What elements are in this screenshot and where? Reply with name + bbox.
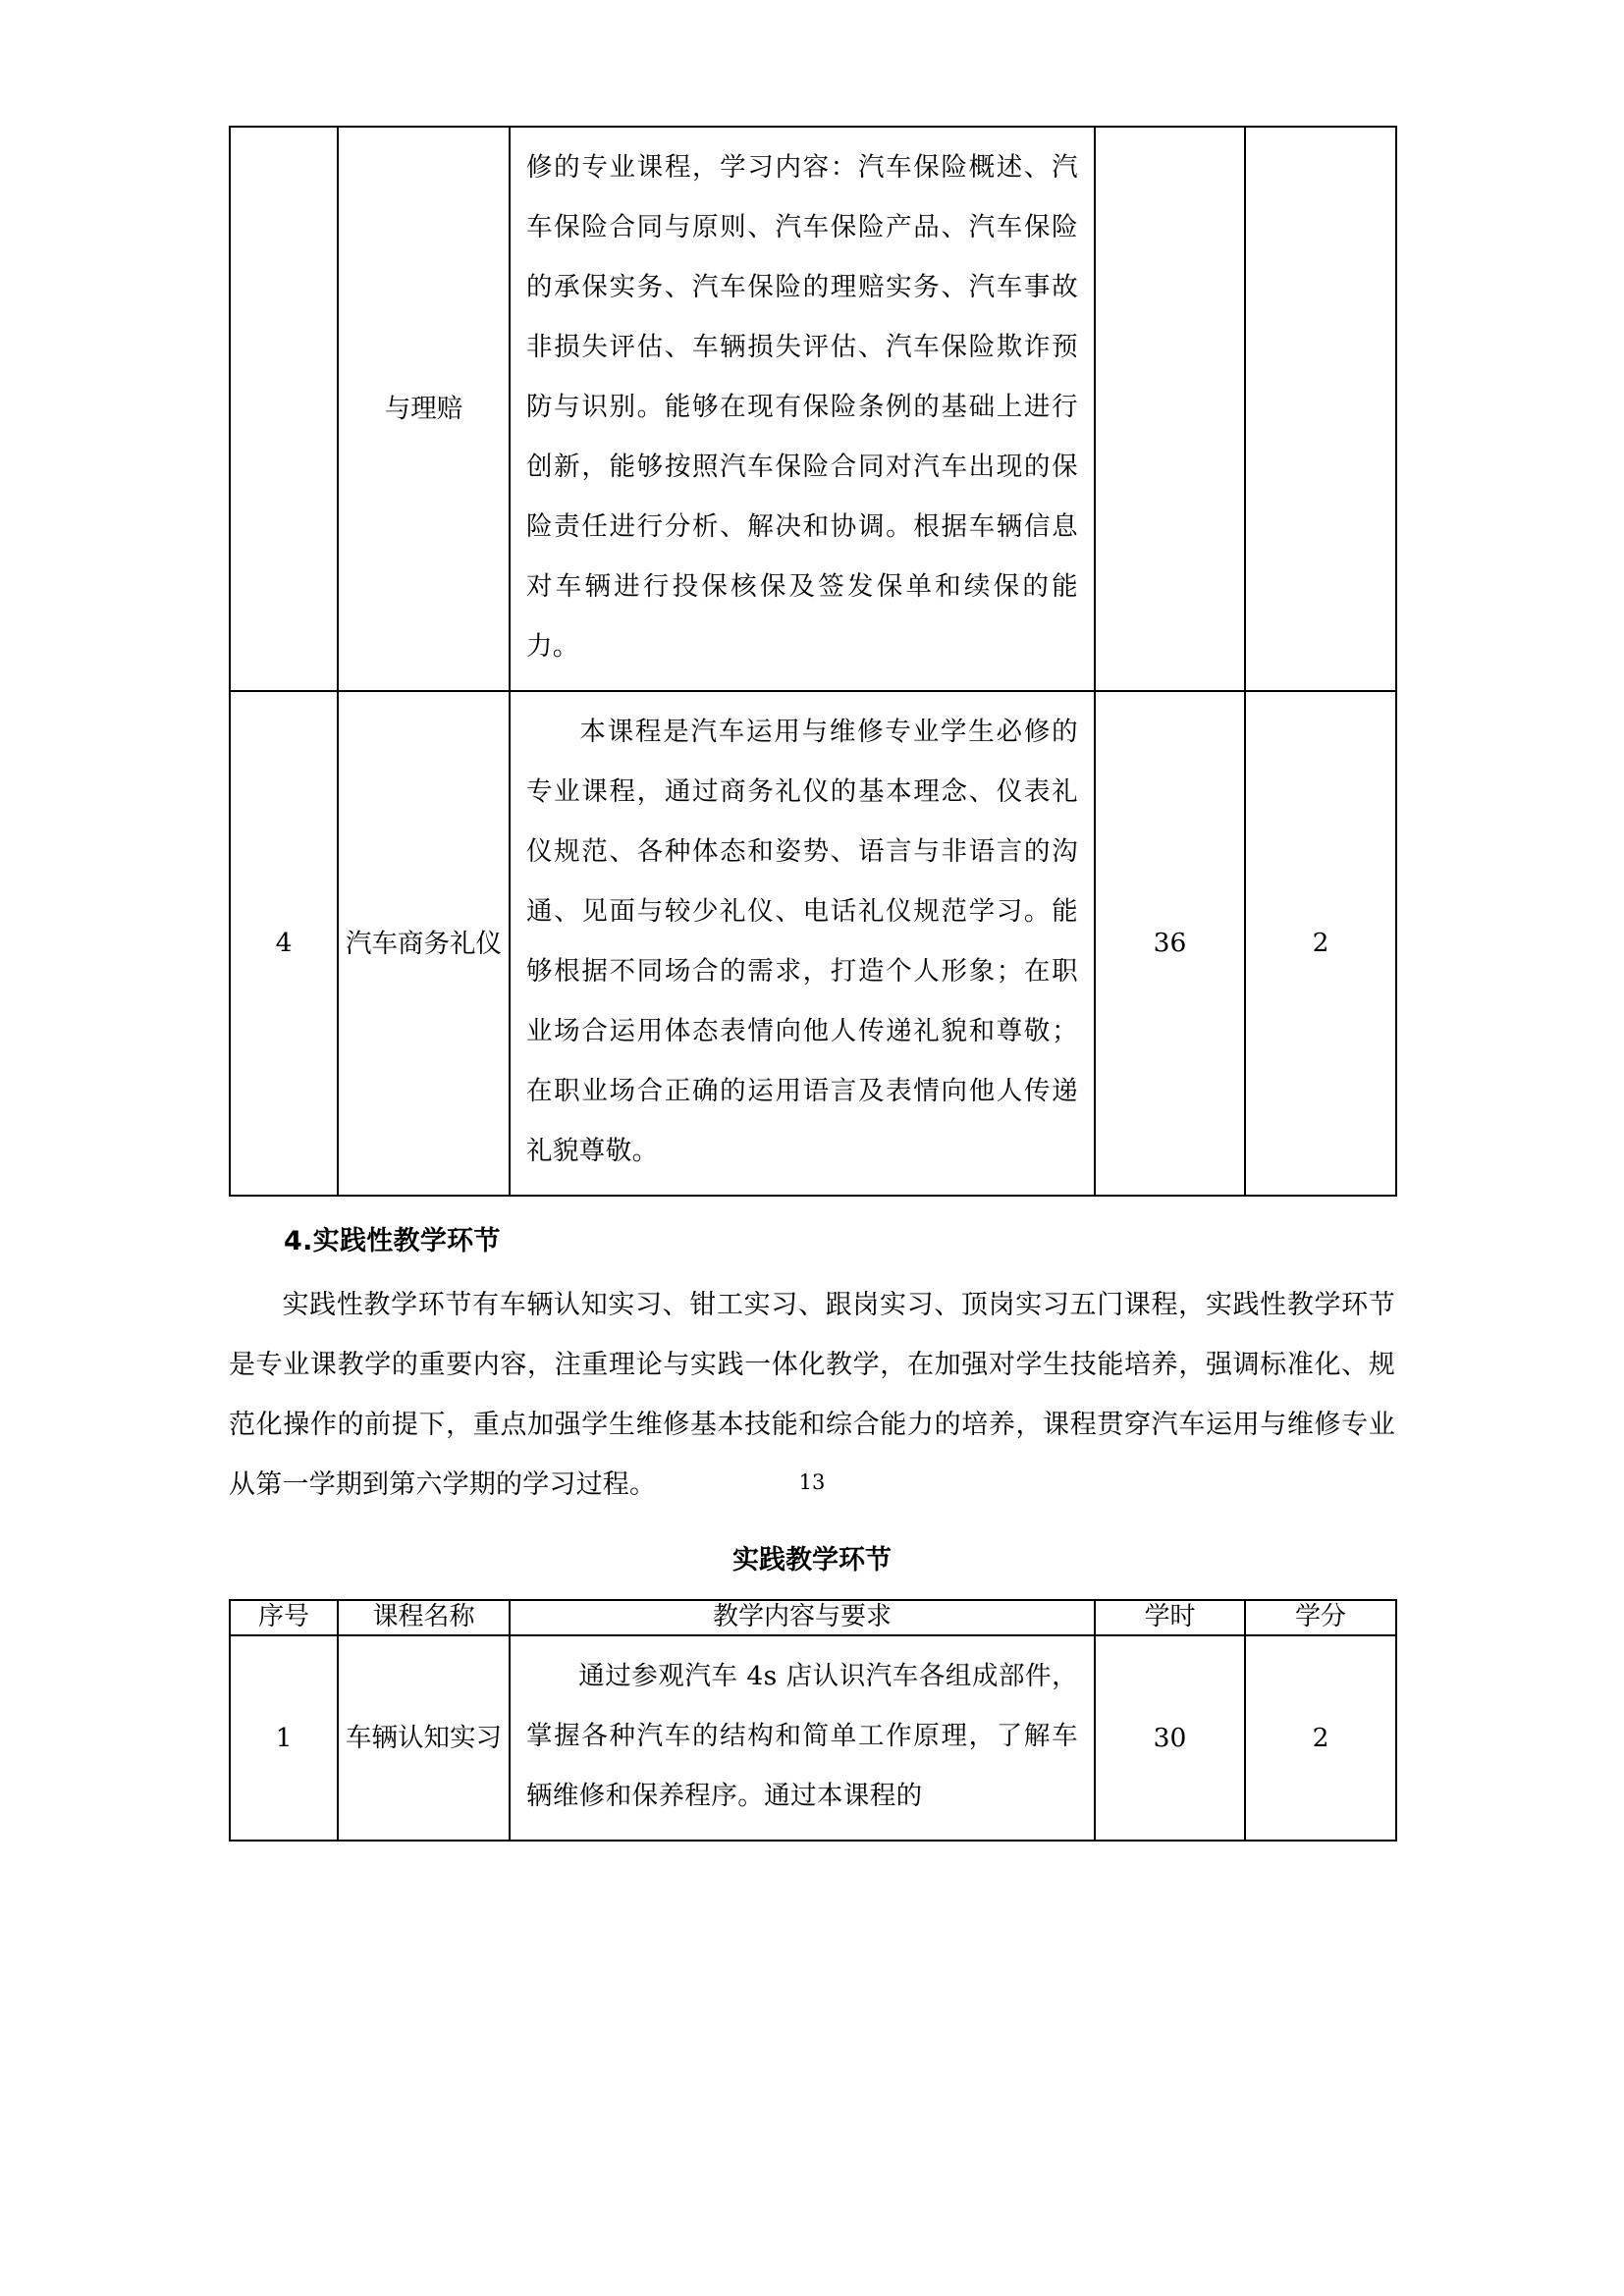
course-content-text: 本课程是汽车运用与维修专业学生必修的专业课程，通过商务礼仪的基本理念、仪表礼仪规范、各种体态和姿势、语言与非语言的沟通、见面与较少礼仪、电话礼仪规范学习。能够根据不同场合的需求，打造个人形象；在职业场合运用体态表情向他人传递礼貌和尊敬；在职业场合正确的运用语言及表情向他人传递礼貌尊敬。	[526, 717, 1078, 1166]
cell-course-content	[510, 691, 1095, 1196]
column-header-no: 序号	[230, 1600, 338, 1635]
cell-row-number	[230, 127, 338, 691]
section-heading: 4.实践性教学环节	[284, 1226, 501, 1256]
table-row	[230, 691, 1396, 1196]
page-number: 13	[798, 1470, 826, 1494]
cell-course-hours: 36	[1095, 691, 1245, 1196]
course-content-text: 通过参观汽车 4s 店认识汽车各组成部件，掌握各种汽车的结构和简单工作原理，了解车辆维修和保养程序。通过本课程的	[526, 1660, 1078, 1811]
column-header-course-name: 课程名称	[338, 1600, 510, 1635]
course-name-text: 汽车商务礼仪	[346, 928, 502, 959]
cell-row-number: 1	[230, 1635, 338, 1841]
course-name-text: 与理赔	[384, 394, 463, 424]
course-table-continued	[229, 126, 1397, 1197]
cell-row-number: 4	[230, 691, 338, 1196]
cell-course-name	[338, 691, 510, 1196]
table-row	[230, 1635, 1396, 1841]
cell-course-hours	[1095, 127, 1245, 691]
column-header-credit: 学分	[1245, 1600, 1396, 1635]
course-name-text: 车辆认知实习	[346, 1722, 502, 1753]
practice-teaching-table	[229, 1599, 1397, 1842]
section-paragraph: 实践性教学环节有车辆认知实习、钳工实习、跟岗实习、顶岗实习五门课程，实践性教学环节是专业课教学的重要内容，注重理论与实践一体化教学，在加强对学生技能培养，强调标准化、规范化操作的前提下，重点加强学生维修基本技能和综合能力的培养，课程贯穿汽车运用与维修专业从第一学期到第六学期的学习过程。	[229, 1290, 1395, 1500]
course-content-text: 修的专业课程，学习内容：汽车保险概述、汽车保险合同与原则、汽车保险产品、汽车保险的承保实务、汽车保险的理赔实务、汽车事故非损失评估、车辆损失评估、汽车保险欺诈预防与识别。能够在现有保险条例的基础上进行创新，能够按照汽车保险合同对汽车出现的保险责任进行分析、解决和协调。根据车辆信息对车辆进行投保核保及签发保单和续保的能力。	[526, 152, 1078, 662]
page-content	[229, 126, 1395, 1842]
cell-course-content	[510, 1635, 1095, 1841]
practice-table-caption: 实践教学环节	[732, 1545, 892, 1575]
cell-course-name	[338, 127, 510, 691]
cell-course-credit: 2	[1245, 1635, 1396, 1841]
cell-course-credit: 2	[1245, 691, 1396, 1196]
column-header-content: 教学内容与要求	[510, 1600, 1095, 1635]
table-header-row	[230, 1600, 1396, 1635]
column-header-hours: 学时	[1095, 1600, 1245, 1635]
cell-course-credit	[1245, 127, 1396, 691]
cell-course-hours: 30	[1095, 1635, 1245, 1841]
cell-course-content	[510, 127, 1095, 691]
table-row	[230, 127, 1396, 691]
cell-course-name	[338, 1635, 510, 1841]
